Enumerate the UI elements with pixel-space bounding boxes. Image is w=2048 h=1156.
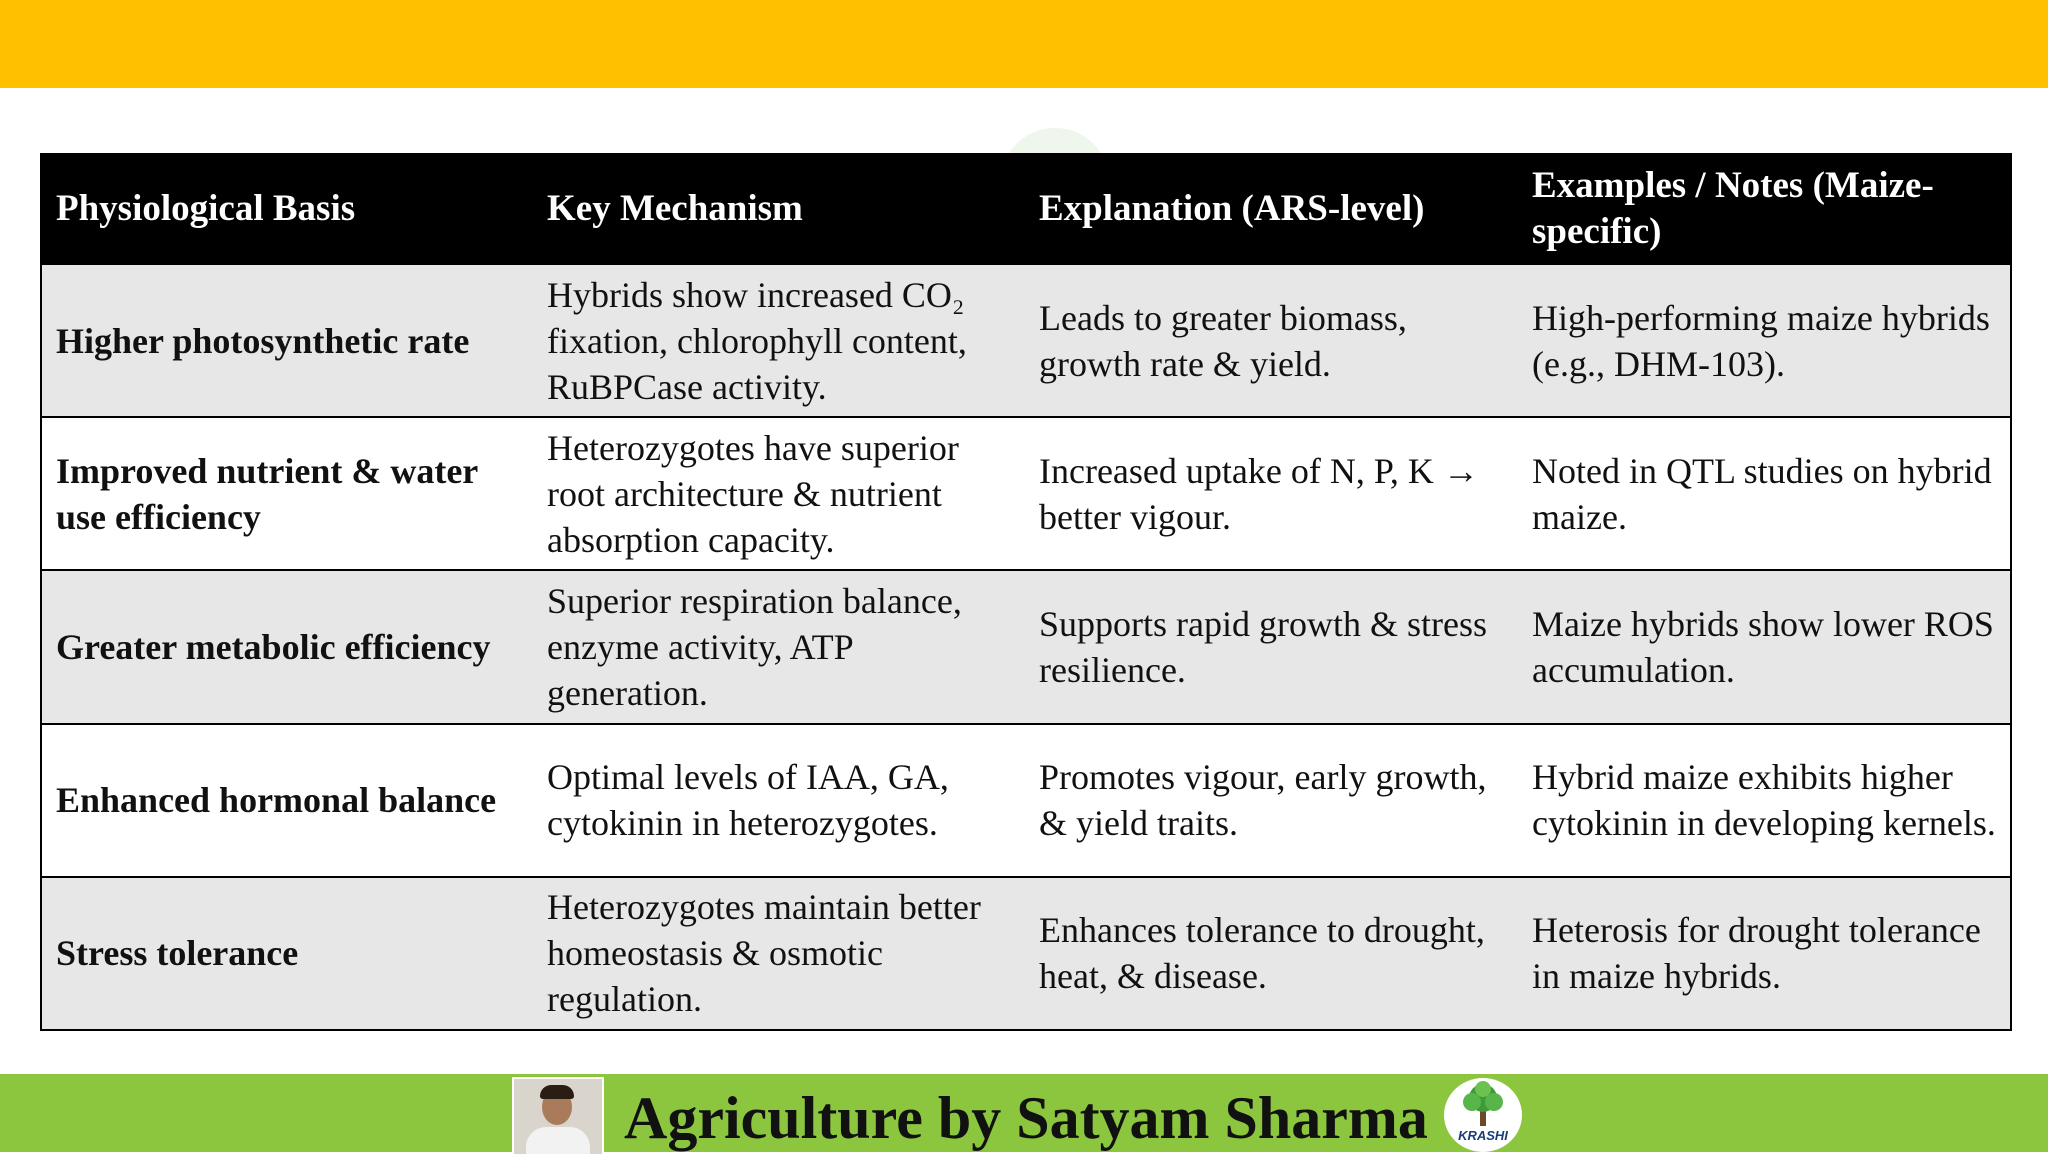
cell-example: Hybrid maize exhibits higher cytokinin in developing kernels. (1532, 757, 1996, 844)
cell-basis: Enhanced hormonal balance (56, 780, 497, 821)
cell-mechanism: Superior respiration balance, enzyme activity, ATP generation. (547, 580, 962, 713)
cell-example: High-performing maize hybrids (e.g., DHM-103). (1532, 297, 1990, 384)
cell-explanation: Promotes vigour, early growth, & yield traits. (1039, 757, 1487, 844)
logo-label: KRASHI (1458, 1128, 1508, 1143)
cell-explanation: Enhances tolerance to drought, heat, & disease. (1039, 910, 1485, 997)
table-row (41, 417, 2011, 570)
table-row (41, 264, 2011, 417)
cell-example: Maize hybrids show lower ROS accumulation. (1532, 603, 1994, 690)
cell-basis: Stress tolerance (56, 933, 299, 974)
cell-mechanism: Hybrids show increased CO₂ fixation, chlorophyll content, RuBPCase activity. (547, 274, 967, 407)
top-banner (0, 0, 2048, 88)
cell-explanation: Leads to greater biomass, growth rate & yield. (1039, 297, 1407, 384)
header-physiological-basis: Physiological Basis (56, 188, 356, 229)
presenter-avatar (512, 1077, 604, 1156)
heterosis-physiology-table (40, 153, 2012, 1031)
header-examples-notes: Examples / Notes (Maize-specific) (1532, 165, 1934, 252)
cell-basis: Higher photosynthetic rate (56, 320, 470, 361)
cell-basis: Improved nutrient & water use efficiency (56, 450, 478, 537)
cell-explanation: Increased uptake of N, P, K → better vigour. (1039, 450, 1479, 537)
table-header-row (41, 154, 2011, 264)
cell-example: Heterosis for drought tolerance in maize hybrids. (1532, 910, 1981, 997)
header-explanation: Explanation (ARS-level) (1039, 188, 1425, 229)
cell-example: Noted in QTL studies on hybrid maize. (1532, 450, 1992, 537)
cell-mechanism: Optimal levels of IAA, GA, cytokinin in heterozygotes. (547, 757, 949, 844)
cell-mechanism: Heterozygotes maintain better homeostasis & osmotic regulation. (547, 887, 981, 1020)
table-row (41, 724, 2011, 877)
header-key-mechanism: Key Mechanism (547, 188, 803, 229)
krashi-logo (1444, 1078, 1522, 1152)
table-row (41, 877, 2011, 1030)
channel-name: Agriculture by Satyam Sharma (624, 1085, 1428, 1151)
cell-explanation: Supports rapid growth & stress resilience. (1039, 603, 1487, 690)
cell-mechanism: Heterozygotes have superior root architecture & nutrient absorption capacity. (547, 427, 959, 560)
table-row (41, 570, 2011, 723)
cell-basis: Greater metabolic efficiency (56, 626, 491, 667)
